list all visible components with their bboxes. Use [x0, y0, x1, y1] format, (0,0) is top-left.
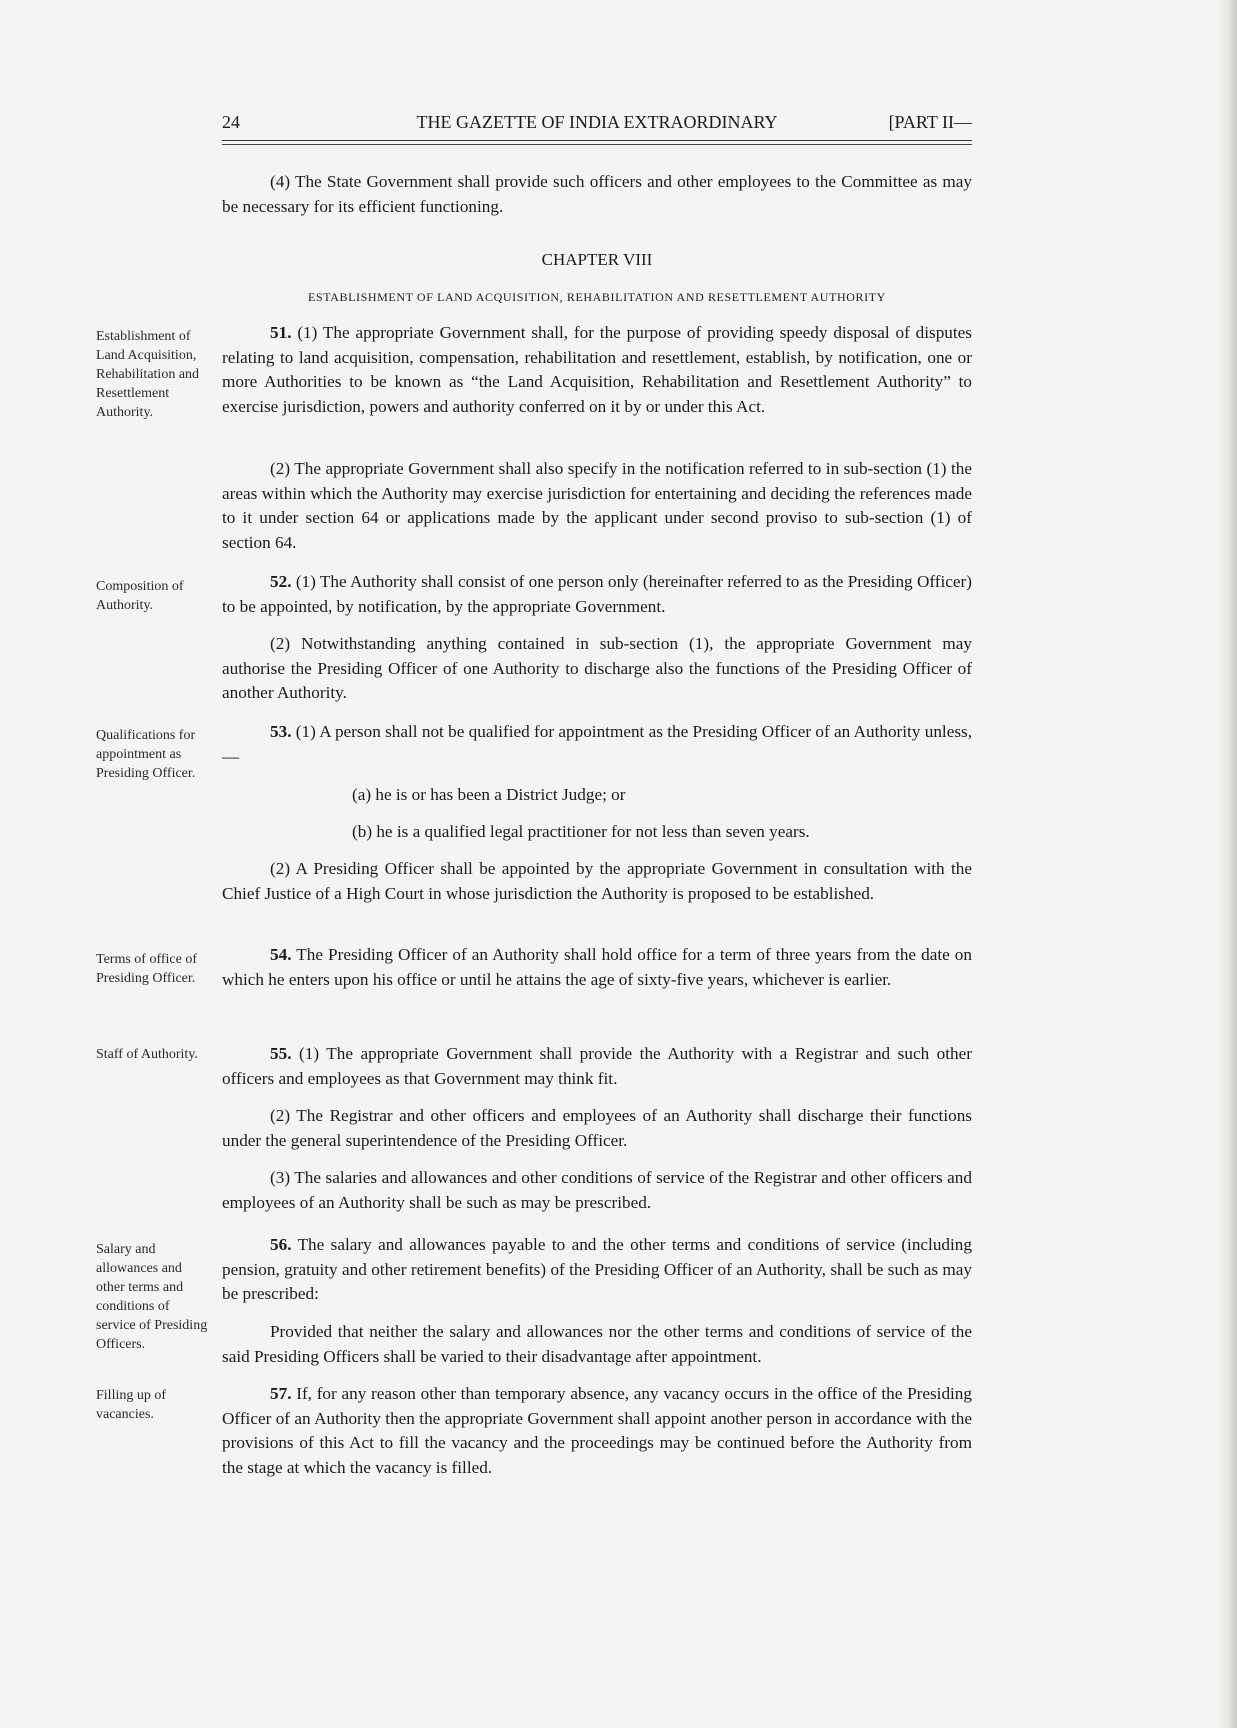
clause-4-committee: (4) The State Government shall provide such officers and other employees to the Committee as may be necessary for its efficient functioning. [222, 172, 972, 216]
section-56-proviso: Provided that neither the salary and allowances nor the other terms and conditions of service of the said Presiding Officers shall be varied to their disadvantage after appointment. [222, 1322, 972, 1366]
margin-note-52: Composition of Authority. [96, 579, 184, 613]
section-55-sub-1: 55. (1) The appropriate Government shall provide the Authority with a Registrar and such other officers and employees as that Government may think fit. [222, 1044, 972, 1088]
section-53-item-b: (b) he is a qualified legal practitioner for not less than seven years. [352, 822, 810, 841]
section-53-sub-1: 53. (1) A person shall not be qualified for appointment as the Presiding Officer of an Authority unless,— [222, 722, 972, 766]
margin-note-57: Filling up of vacancies. [96, 1388, 167, 1422]
margin-note-53: Qualifications for appointment as Presiding Officer. [96, 728, 196, 781]
section-53 [222, 720, 972, 769]
gazette-title: THE GAZETTE OF INDIA EXTRAORDINARY [416, 112, 778, 132]
header-rule-bottom [222, 144, 972, 145]
section-51 [222, 321, 972, 419]
section-54: 54. The Presiding Officer of an Authority shall hold office for a term of three years from the date on which he enters upon his office or until he attains the age of sixty-five years, whichever is earlier. [222, 945, 972, 989]
section-55-sub-3: (3) The salaries and allowances and other conditions of service of the Registrar and other officers and employees of an Authority shall be such as may be prescribed. [222, 1168, 972, 1212]
section-52-sub-2: (2) Notwithstanding anything contained in sub-section (1), the appropriate Government may authorise the Presiding Officer of one Authority to discharge also the functions of the Presiding Officer of another Authority. [222, 634, 972, 702]
margin-note-55: Staff of Authority. [96, 1047, 198, 1062]
section-53-sub-2: (2) A Presiding Officer shall be appointed by the appropriate Government in consultation with the Chief Justice of a High Court in whose jurisdiction the Authority is proposed to be established. [222, 859, 972, 903]
page-edge-shadow [1215, 0, 1237, 1728]
section-53-item-a: (a) he is or has been a District Judge; or [352, 785, 626, 804]
section-55-sub-2: (2) The Registrar and other officers and employees of an Authority shall discharge their functions under the general superintendence of the Presiding Officer. [222, 1106, 972, 1150]
chapter-subtitle: ESTABLISHMENT OF LAND ACQUISITION, REHABILITATION AND RESETTLEMENT AUTHORITY [308, 290, 886, 304]
header-rule-top [222, 140, 972, 141]
section-57: 57. If, for any reason other than temporary absence, any vacancy occurs in the office of the Presiding Officer of an Authority then the appropriate Government shall appoint another person in accordance with the provisions of this Act to fill the vacancy and the proceedings may be continued before the Authority from the stage at which the vacancy is filled. [222, 1384, 972, 1477]
section-51-sub-1: 51. (1) The appropriate Government shall, for the purpose of providing speedy disposal of disputes relating to land acquisition, compensation, rehabilitation and resettlement, establish, by notification, one or more Authorities to be known as “the Land Acquisition, Rehabilitation and Resettlement Authority” to exercise jurisdiction, powers and authority conferred on it by or under this Act. [222, 323, 972, 416]
chapter-title: CHAPTER VIII [541, 250, 653, 269]
section-52-sub-1: 52. (1) The Authority shall consist of one person only (hereinafter referred to as the Presiding Officer) to be appointed, by notification, by the appropriate Government. [222, 572, 973, 616]
margin-note-51: Establishment of Land Acquisition, Rehabilitation and Resettlement Authority. [96, 329, 200, 420]
page-number: 24 [222, 112, 240, 132]
margin-note-56: Salary and allowances and other terms and conditions of service of Presiding Officers. [96, 1242, 208, 1352]
section-55 [222, 1042, 972, 1091]
margin-note-54: Terms of office of Presiding Officer. [96, 952, 198, 986]
page-header [222, 112, 972, 138]
part-label: [PART II— [888, 112, 972, 132]
section-52 [222, 570, 972, 619]
section-56: 56. The salary and allowances payable to and the other terms and conditions of service (including pension, gratuity and other retirement benefits) of the Presiding Officer of an Authority, shall be such as may be prescribed: [222, 1235, 972, 1303]
section-51-sub-2: (2) The appropriate Government shall also specify in the notification referred to in sub-section (1) the areas within which the Authority may exercise jurisdiction for entertaining and deciding the references made to it under section 64 or applications made by the applicant under second proviso to sub-section (1) of section 64. [222, 459, 972, 552]
